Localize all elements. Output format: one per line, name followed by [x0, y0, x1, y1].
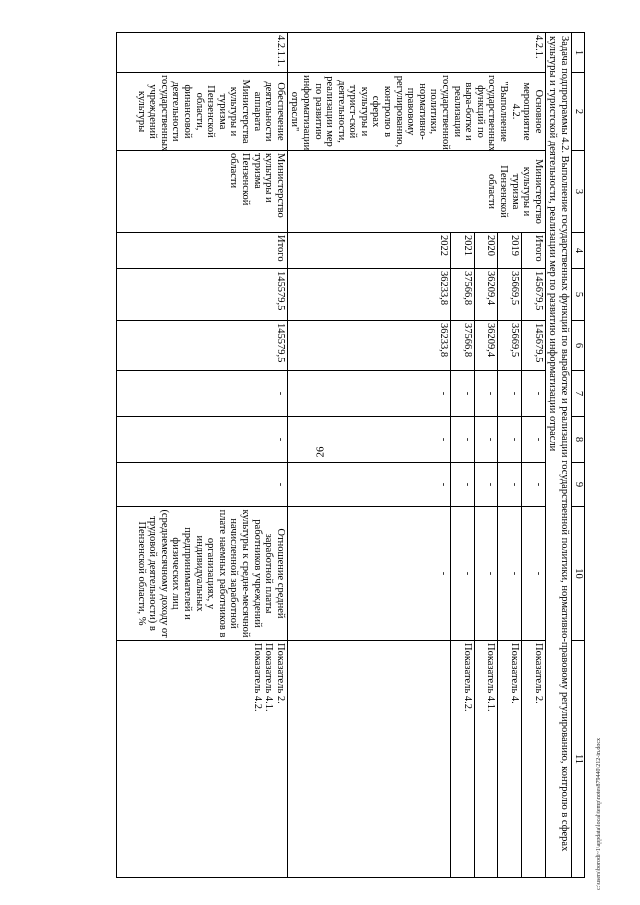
row1-total: 145679,5: [522, 269, 546, 321]
row1-col10: -: [287, 507, 450, 641]
row2-indicator-text: Отношение средней заработной платы работников учреждений культуры к средне-месячной начисленной заработной плате наемных работников в организациях, у индивидуальных предпринимателей и физических лиц (среднемесячному доходу от трудовой деятельности) в Пензенской области, %: [116, 507, 287, 641]
rotated-table-sheet: [108, 32, 585, 877]
row1-year: 2022: [287, 233, 450, 269]
row1-regional: 36209,4: [474, 321, 498, 371]
row1-col9: -: [522, 463, 546, 507]
row1-regional: 145679,5: [522, 321, 546, 371]
row1-col9: -: [474, 463, 498, 507]
row1-indicator-ref: Показатель 4.1.: [474, 641, 498, 878]
row2-total: 145579,5: [116, 269, 287, 321]
col-header-11: 11: [572, 641, 585, 878]
row1-col9: -: [498, 463, 522, 507]
row1-col7: -: [287, 371, 450, 417]
row1-col10: -: [450, 507, 474, 641]
col-header-5: 5: [572, 269, 585, 321]
row1-regional: 37566,8: [450, 321, 474, 371]
col-header-2: 2: [572, 73, 585, 151]
row1-year: 2020: [474, 233, 498, 269]
row1-total: 36233,8: [287, 269, 450, 321]
row1-total: 37566,8: [450, 269, 474, 321]
row1-col9: -: [287, 463, 450, 507]
page-number: 26: [314, 446, 326, 458]
row1-indicator-ref: Показатель 4.2.: [450, 641, 474, 878]
row2-event-name: Обеспечение деятельности аппарата Министерства культуры и туризма Пензенской области, финансовой деятельности государственных учреждений культуры: [116, 73, 287, 151]
row1-year: 2021: [450, 233, 474, 269]
row1-col8: -: [450, 417, 474, 463]
row1-col10: -: [522, 507, 546, 641]
row1-regional: 36233,8: [287, 321, 450, 371]
row1-col7: -: [498, 371, 522, 417]
row1-col8: -: [498, 417, 522, 463]
table-row: [116, 33, 287, 878]
row1-event-name: Основное мероприятие 4.2. "Выполнение государственных функций по выра-ботке и реализации государственной политики, нормативно-правовому регулированию, контролю в сферах культуры и турист-ской деятельности, реализации мер по развитию информатизации отрасли": [287, 73, 545, 151]
row1-regional: 35669,5: [498, 321, 522, 371]
row1-col7: -: [474, 371, 498, 417]
col-header-8: 8: [572, 417, 585, 463]
col-header-10: 10: [572, 507, 585, 641]
row2-executor: Министерство культуры и туризма Пензенской области: [116, 151, 287, 233]
col-header-3: 3: [572, 151, 585, 233]
row1-indicator-ref: [287, 641, 450, 878]
row1-total: 36209,4: [474, 269, 498, 321]
col-header-7: 7: [572, 371, 585, 417]
row1-number: 4.2.1.: [287, 33, 545, 73]
row1-col7: -: [522, 371, 546, 417]
column-number-row: [572, 33, 585, 878]
row1-col8: -: [287, 417, 450, 463]
task-row: [545, 33, 571, 878]
row1-indicator-ref: Показатель 2.: [522, 641, 546, 878]
row2-number: 4.2.1.1.: [116, 33, 287, 73]
table-row: [522, 33, 546, 878]
task-title: Задача подпрограммы 4.2. Выполнение государственных функций по выработке и реализации государственной политики, нормативно-правовому регулированию, контролю в сферах культуры и туристской деятельности, реализации мер по развитию информатизации отрасли: [545, 33, 571, 878]
row1-col8: -: [474, 417, 498, 463]
row1-col10: -: [474, 507, 498, 641]
row1-col7: -: [450, 371, 474, 417]
row1-year: Итого: [522, 233, 546, 269]
col-header-4: 4: [572, 233, 585, 269]
row1-executor: Министерство культуры и туризма Пензенской области: [287, 151, 545, 233]
row2-col9: -: [116, 463, 287, 507]
col-header-1: 1: [572, 33, 585, 73]
row2-col7: -: [116, 371, 287, 417]
row1-year: 2019: [498, 233, 522, 269]
row2-year: Итого: [116, 233, 287, 269]
row2-indicator-ref: Показатель 2. Показатель 4.1. Показатель 4.2.: [116, 641, 287, 878]
row2-col8: -: [116, 417, 287, 463]
program-table: [116, 32, 585, 878]
row1-indicator-ref: Показатель 4.: [498, 641, 522, 878]
row1-col8: -: [522, 417, 546, 463]
col-header-9: 9: [572, 463, 585, 507]
file-path-footer: c:\users\borodi~1\appdata\local\temp\notes879440\212-in.docx: [596, 737, 602, 890]
row1-col10: -: [498, 507, 522, 641]
col-header-6: 6: [572, 321, 585, 371]
row1-total: 35669,5: [498, 269, 522, 321]
row2-regional: 145579,5: [116, 321, 287, 371]
row1-col9: -: [450, 463, 474, 507]
